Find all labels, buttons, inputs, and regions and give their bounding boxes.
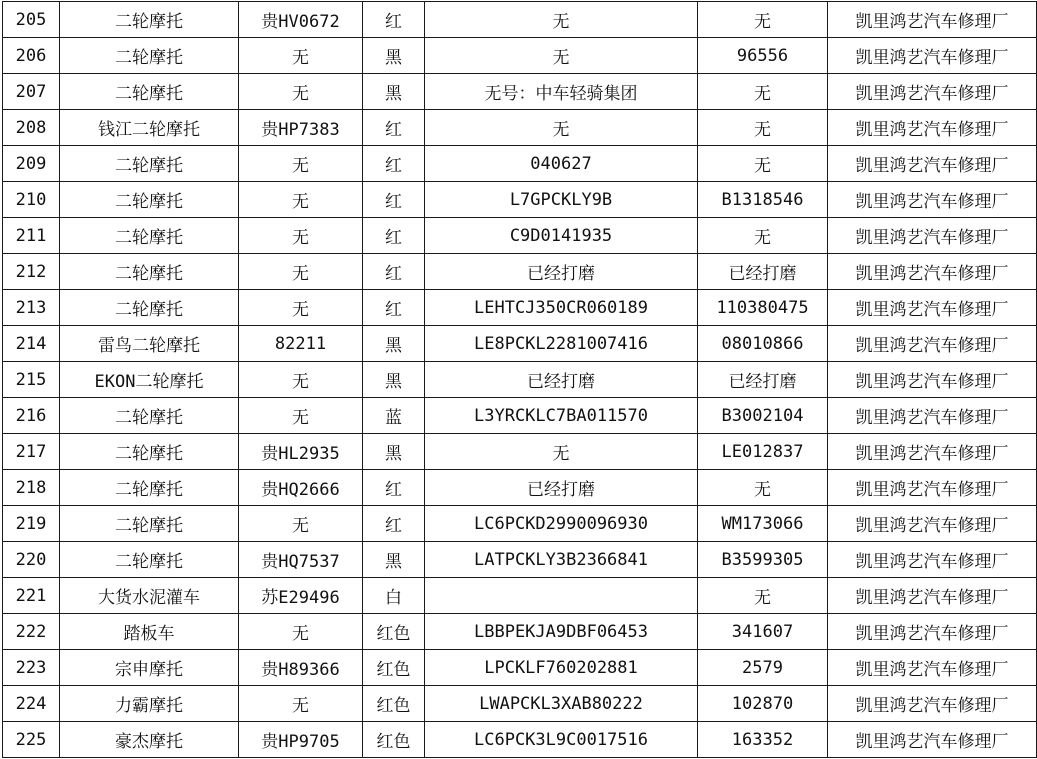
vehicle-type-cell: 二轮摩托 [60,218,239,254]
vehicle-type-cell: 宗申摩托 [60,650,239,686]
vehicle-color-cell: 红色 [363,722,425,758]
custody-unit-cell: 凯里鸿艺汽车修理厂 [828,110,1037,146]
engine-number-cell: 已经打磨 [698,254,828,290]
vehicle-color-cell: 黑 [363,542,425,578]
row-number-cell: 224 [3,686,60,722]
vehicle-color-cell: 红色 [363,686,425,722]
table-row [3,218,1037,254]
vehicle-type-cell: 二轮摩托 [60,74,239,110]
plate-number-cell: 贵HL2935 [239,434,363,470]
vin-number-cell: 040627 [425,146,698,182]
vin-number-cell: LEHTCJ350CR060189 [425,290,698,326]
plate-number-cell: 贵HQ2666 [239,470,363,506]
custody-unit-cell: 凯里鸿艺汽车修理厂 [828,38,1037,74]
custody-unit-cell: 凯里鸿艺汽车修理厂 [828,722,1037,758]
engine-number-cell: 2579 [698,650,828,686]
table-row [3,362,1037,398]
custody-unit-cell: 凯里鸿艺汽车修理厂 [828,74,1037,110]
custody-unit-cell: 凯里鸿艺汽车修理厂 [828,290,1037,326]
row-number-cell: 223 [3,650,60,686]
custody-unit-cell: 凯里鸿艺汽车修理厂 [828,326,1037,362]
row-number-cell: 218 [3,470,60,506]
vehicle-type-cell: 二轮摩托 [60,542,239,578]
vehicle-color-cell: 红 [363,290,425,326]
vin-number-cell: 无 [425,38,698,74]
custody-unit-cell: 凯里鸿艺汽车修理厂 [828,254,1037,290]
engine-number-cell: 无 [698,146,828,182]
vehicle-type-cell: 二轮摩托 [60,470,239,506]
engine-number-cell: 96556 [698,38,828,74]
plate-number-cell: 无 [239,146,363,182]
vin-number-cell [425,578,698,614]
custody-unit-cell: 凯里鸿艺汽车修理厂 [828,686,1037,722]
vin-number-cell: 无 [425,434,698,470]
vin-number-cell: LPCKLF760202881 [425,650,698,686]
row-number-cell: 212 [3,254,60,290]
vin-number-cell: 已经打磨 [425,254,698,290]
plate-number-cell: 苏E29496 [239,578,363,614]
engine-number-cell: 已经打磨 [698,362,828,398]
vehicle-color-cell: 红 [363,470,425,506]
vehicle-color-cell: 黑 [363,74,425,110]
table-row [3,2,1037,38]
engine-number-cell: B3002104 [698,398,828,434]
vehicle-color-cell: 黑 [363,38,425,74]
vehicle-type-cell: 二轮摩托 [60,506,239,542]
vehicle-type-cell: 豪杰摩托 [60,722,239,758]
vehicle-type-cell: 二轮摩托 [60,398,239,434]
table-body [3,2,1037,758]
vehicle-color-cell: 红色 [363,650,425,686]
table-row [3,74,1037,110]
custody-unit-cell: 凯里鸿艺汽车修理厂 [828,506,1037,542]
custody-unit-cell: 凯里鸿艺汽车修理厂 [828,362,1037,398]
vin-number-cell: LWAPCKL3XAB80222 [425,686,698,722]
table-row [3,254,1037,290]
engine-number-cell: 102870 [698,686,828,722]
engine-number-cell: 无 [698,74,828,110]
row-number-cell: 225 [3,722,60,758]
custody-unit-cell: 凯里鸿艺汽车修理厂 [828,2,1037,38]
row-number-cell: 210 [3,182,60,218]
vehicle-type-cell: EKON二轮摩托 [60,362,239,398]
plate-number-cell: 无 [239,74,363,110]
table-row [3,146,1037,182]
vehicle-color-cell: 蓝 [363,398,425,434]
custody-unit-cell: 凯里鸿艺汽车修理厂 [828,470,1037,506]
vehicle-color-cell: 红色 [363,614,425,650]
engine-number-cell: 08010866 [698,326,828,362]
vehicle-color-cell: 红 [363,182,425,218]
vehicle-type-cell: 踏板车 [60,614,239,650]
vin-number-cell: LATPCKLY3B2366841 [425,542,698,578]
custody-unit-cell: 凯里鸿艺汽车修理厂 [828,542,1037,578]
vin-number-cell: 无 [425,2,698,38]
vehicle-type-cell: 二轮摩托 [60,254,239,290]
plate-number-cell: 无 [239,290,363,326]
vehicle-color-cell: 红 [363,110,425,146]
vehicle-color-cell: 红 [363,218,425,254]
row-number-cell: 222 [3,614,60,650]
table-row [3,614,1037,650]
plate-number-cell: 82211 [239,326,363,362]
table-row [3,506,1037,542]
vehicle-color-cell: 黑 [363,362,425,398]
table-row [3,38,1037,74]
vehicle-color-cell: 红 [363,146,425,182]
plate-number-cell: 贵HP7383 [239,110,363,146]
row-number-cell: 205 [3,2,60,38]
plate-number-cell: 贵HP9705 [239,722,363,758]
plate-number-cell: 无 [239,614,363,650]
vehicle-color-cell: 黑 [363,326,425,362]
row-number-cell: 221 [3,578,60,614]
plate-number-cell: 无 [239,254,363,290]
table-row [3,182,1037,218]
row-number-cell: 214 [3,326,60,362]
engine-number-cell: 无 [698,218,828,254]
vehicle-type-cell: 二轮摩托 [60,146,239,182]
vin-number-cell: L7GPCKLY9B [425,182,698,218]
table-row [3,326,1037,362]
vehicle-type-cell: 钱江二轮摩托 [60,110,239,146]
table-row [3,110,1037,146]
engine-number-cell: 无 [698,578,828,614]
engine-number-cell: 无 [698,470,828,506]
vehicle-type-cell: 雷鸟二轮摩托 [60,326,239,362]
vin-number-cell: LBBPEKJA9DBF06453 [425,614,698,650]
custody-unit-cell: 凯里鸿艺汽车修理厂 [828,218,1037,254]
vehicle-type-cell: 二轮摩托 [60,182,239,218]
plate-number-cell: 无 [239,218,363,254]
vehicle-type-cell: 二轮摩托 [60,290,239,326]
engine-number-cell: LE012837 [698,434,828,470]
table-row [3,578,1037,614]
custody-unit-cell: 凯里鸿艺汽车修理厂 [828,578,1037,614]
row-number-cell: 213 [3,290,60,326]
vin-number-cell: 无 [425,110,698,146]
vehicle-color-cell: 红 [363,2,425,38]
row-number-cell: 216 [3,398,60,434]
table-row [3,542,1037,578]
custody-unit-cell: 凯里鸿艺汽车修理厂 [828,650,1037,686]
plate-number-cell: 无 [239,362,363,398]
vin-number-cell: LC6PCKD2990096930 [425,506,698,542]
engine-number-cell: 无 [698,110,828,146]
plate-number-cell: 无 [239,506,363,542]
engine-number-cell: 341607 [698,614,828,650]
table-row [3,470,1037,506]
row-number-cell: 207 [3,74,60,110]
custody-unit-cell: 凯里鸿艺汽车修理厂 [828,434,1037,470]
vehicle-color-cell: 黑 [363,434,425,470]
engine-number-cell: 无 [698,2,828,38]
vin-number-cell: LC6PCK3L9C0017516 [425,722,698,758]
vehicle-type-cell: 大货水泥灌车 [60,578,239,614]
vin-number-cell: LE8PCKL2281007416 [425,326,698,362]
vin-number-cell: 已经打磨 [425,362,698,398]
plate-number-cell: 无 [239,182,363,218]
custody-unit-cell: 凯里鸿艺汽车修理厂 [828,614,1037,650]
plate-number-cell: 贵HQ7537 [239,542,363,578]
plate-number-cell: 无 [239,398,363,434]
table-row [3,722,1037,758]
custody-unit-cell: 凯里鸿艺汽车修理厂 [828,398,1037,434]
table-row [3,398,1037,434]
engine-number-cell: B1318546 [698,182,828,218]
row-number-cell: 208 [3,110,60,146]
table-row [3,434,1037,470]
table-row [3,650,1037,686]
vin-number-cell: L3YRCKLC7BA011570 [425,398,698,434]
row-number-cell: 215 [3,362,60,398]
custody-unit-cell: 凯里鸿艺汽车修理厂 [828,146,1037,182]
row-number-cell: 206 [3,38,60,74]
vin-number-cell: 已经打磨 [425,470,698,506]
vehicle-color-cell: 白 [363,578,425,614]
row-number-cell: 220 [3,542,60,578]
row-number-cell: 217 [3,434,60,470]
plate-number-cell: 贵H89366 [239,650,363,686]
engine-number-cell: 163352 [698,722,828,758]
vehicle-color-cell: 红 [363,506,425,542]
row-number-cell: 209 [3,146,60,182]
vehicle-type-cell: 力霸摩托 [60,686,239,722]
row-number-cell: 211 [3,218,60,254]
row-number-cell: 219 [3,506,60,542]
plate-number-cell: 无 [239,38,363,74]
engine-number-cell: WM173066 [698,506,828,542]
engine-number-cell: 110380475 [698,290,828,326]
custody-unit-cell: 凯里鸿艺汽车修理厂 [828,182,1037,218]
vehicle-type-cell: 二轮摩托 [60,38,239,74]
vehicle-type-cell: 二轮摩托 [60,434,239,470]
plate-number-cell: 贵HV0672 [239,2,363,38]
vehicle-table [2,1,1037,758]
table-row [3,290,1037,326]
vin-number-cell: C9D0141935 [425,218,698,254]
vehicle-color-cell: 红 [363,254,425,290]
vehicle-type-cell: 二轮摩托 [60,2,239,38]
plate-number-cell: 无 [239,686,363,722]
table-row [3,686,1037,722]
vin-number-cell: 无号：中车轻骑集团 [425,74,698,110]
engine-number-cell: B3599305 [698,542,828,578]
